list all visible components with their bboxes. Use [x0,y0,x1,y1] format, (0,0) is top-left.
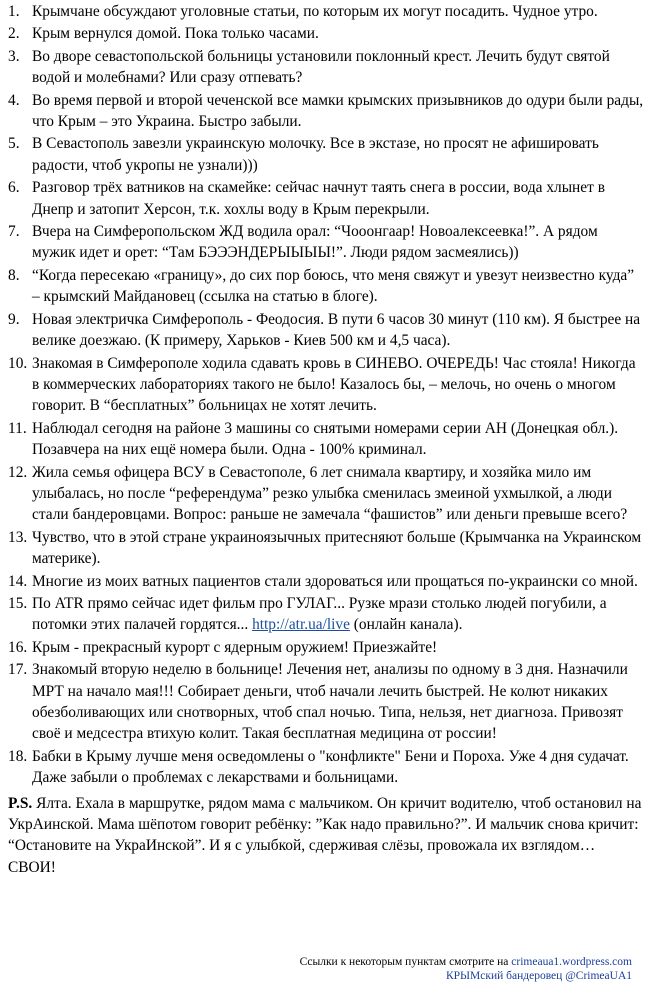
list-item [8,418,644,461]
item-number: 9. [8,310,20,328]
list-item [8,462,644,526]
news-list [8,1,644,789]
item-number: 3. [8,47,20,65]
ps-label: P.S. [8,794,33,812]
list-item [8,659,644,745]
item-number: 10. [8,354,28,372]
credits-prefix: Ссылки к некоторым пунктам смотрите на [299,956,512,968]
item-number: 6. [8,179,20,197]
credits-site-link[interactable]: crimeaua1.wordpress.com [511,956,632,968]
item-text: Наблюдал сегодня на районе 3 машины со снятыми номерами серии АН (Донецкая обл.). Позавчера на них ещё номера были. Одна - 100% криминал. [32,419,619,459]
item-number: 4. [8,91,20,109]
item-text: Чувство, что в этой стране украиноязычных притесняют больше (Крымчанка на Украинском материке). [32,528,642,568]
atr-live-link[interactable]: http://atr.ua/live [252,616,350,634]
list-item [8,23,644,44]
item-number: 11. [8,419,27,437]
credits-line [300,955,632,969]
list-item [8,46,644,89]
item-text-before: По ATR прямо сейчас идет фильм про ГУЛАГ... Рузке мрази столько людей погубили, а потомки этих палачей гордятся... [32,594,607,634]
item-text [32,593,644,636]
item-text-after: (онлайн канала). [349,616,463,634]
list-item [8,265,644,308]
postscript [8,793,644,879]
item-text: Новая электричка Симферополь - Феодосия. В пути 6 часов 30 минут (110 км). Я быстрее на велике доезжаю. (К примеру, Харьков - Киев 500 км и 4,5 часа). [32,310,641,350]
item-number: 15. [8,594,28,612]
list-item [8,309,644,352]
ps-text: Ялта. Ехала в маршрутке, рядом мама с мальчиком. Он кричит водителю, чтоб остановил на УкрАинской. Мама шёпотом говорит ребёнку: ”Как надо правильно?”. И мальчик снова кричит: “Остановите на УкраИнской”. И я с улыбкой, сдерживая слёзы, провожала их взглядом… СВОИ! [8,794,642,876]
item-number: 2. [8,25,20,43]
item-text: Вчера на Симферопольском ЖД водила орал: “Чооонгаар! Новоалексеевка!”. А рядом мужик идет и орет: “Там БЭЭЭНДЕРЫЫЫЫ!”. Люди рядом засмеялись)) [32,223,598,262]
list-item [8,746,644,789]
item-number: 18. [8,747,28,765]
item-text: Крымчане обсуждают уголовные статьи, по которым их могут посадить. Чудное утро. [32,3,598,20]
list-item [8,593,644,636]
list-item [8,353,644,417]
item-text: Многие из моих ватных пациентов стали здороваться или прощаться по-украински со мной. [32,572,638,590]
credits-handle: КРЫМский бандеровец @CrimeaUA1 [445,970,632,982]
item-text: Знакомый вторую неделю в больнице! Лечения нет, анализы по одному в 3 дня. Назначили МРТ на начало мая!!! Собирает деньги, чтоб начали лечить быстрей. Не колют никаких обезболивающих или снотворных, чтоб спал ночью. Типа, нельзя, нет диагноза. Привозят своё и медсестра втихую колит. Такая бесплатная медицина от россии! [32,661,628,743]
item-text: Знакомая в Симферополе ходила сдавать кровь в СИНЕВО. ОЧЕРЕДЬ! Час стояла! Никогда в коммерческих лабораториях такого не было! Казалось бы, – мелочь, но очень о многом говорит. В “бесплатных” больницах не хотят лечить. [32,354,636,415]
item-number: 13. [8,528,28,546]
list-item [8,1,644,22]
item-text: Во дворе севастопольской больницы установили поклонный крест. Лечить будут святой водой и молебнами? Или сразу отпевать? [32,47,610,87]
item-text: Жила семья офицера ВСУ в Севастополе, 6 лет снимала квартиру, и хозяйка мило им улыбалась, но после “референдума” резко улыбка сменилась змеиной ухмылкой, а люди стали бандеровцами. Вопрос: раньше не замечала “фашистов” или деньги превыше всего? [32,463,628,524]
item-number: 7. [8,223,20,241]
item-number: 5. [8,135,20,153]
item-text: Крым - прекрасный курорт с ядерным оружием! Приезжайте! [32,638,438,656]
item-number: 12. [8,463,28,481]
list-item [8,221,644,264]
item-number: 17. [8,661,28,679]
list-item [8,527,644,570]
credits [300,955,632,983]
item-number: 14. [8,572,28,590]
item-number: 1. [8,3,20,20]
item-text: Разговор трёх ватников на скамейке: сейчас начнут таять снега в россии, вода хлынет в Днепр и затопит Херсон, т.к. хохлы воду в Крым перекрыли. [32,179,605,218]
list-item [8,90,644,133]
item-text: В Севастополь завезли украинскую молочку. Все в экстазе, но просят не афишировать радости, чтоб укропы не узнали))) [32,135,599,174]
list-item [8,177,644,220]
item-text: “Когда пересекаю «границу», до сих пор боюсь, что меня свяжут и увезут неизвестно куда” – крымский Майдановец (ссылка на статью в блоге). [32,266,635,306]
item-number: 8. [8,266,20,284]
item-text: Бабки в Крыму лучше меня осведомлены о "конфликте" Бени и Пороха. Уже 4 дня судачат. Даже забыли о проблемах с лекарствами и больницами. [32,747,629,787]
list-item [8,571,644,592]
list-item [8,133,644,176]
list-item [8,637,644,658]
item-text: Во время первой и второй чеченской все мамки крымских призывников до одури были рады, что Крым – это Украина. Быстро забыли. [32,91,644,131]
item-text: Крым вернулся домой. Пока только часами. [32,25,319,43]
item-number: 16. [8,638,28,656]
